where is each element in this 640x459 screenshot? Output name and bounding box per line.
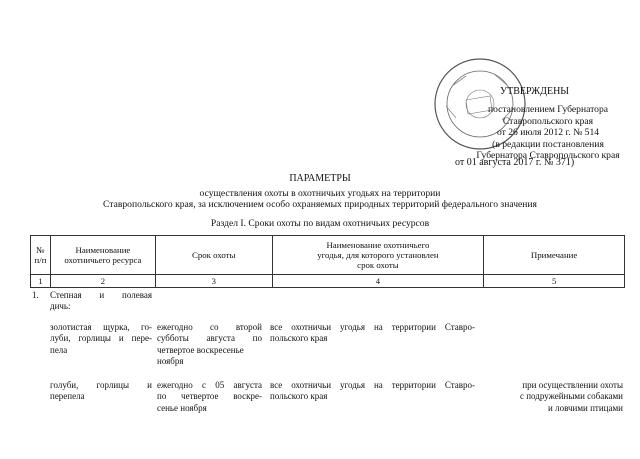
column-number: 2: [50, 275, 155, 288]
cell-line: и ловчими птицами: [548, 402, 623, 413]
header-text: охотничьего ресурса: [64, 255, 142, 265]
cell-line: голуби, горлицы и: [50, 380, 152, 390]
row-land: [270, 322, 475, 345]
row-resource: [50, 380, 152, 403]
cell-line: перепела: [50, 391, 85, 402]
row-period: [157, 322, 262, 368]
row-note: [483, 380, 623, 414]
header-num: [31, 236, 51, 275]
cell-line: дичь:: [50, 301, 71, 312]
approval-title: УТВЕРЖДЕНЫ: [500, 86, 570, 97]
cell-line: золотистая щурка, го-: [50, 322, 152, 332]
header-text: срок охоты: [357, 260, 399, 270]
row-period: [157, 380, 262, 414]
header-text: Наименование: [75, 245, 131, 255]
column-number: 3: [155, 275, 272, 288]
document-subtitle-line2: Ставропольского края, за исключением особо охраняемых природных территорий федерального значения: [103, 199, 537, 210]
header-period: Срок охоты: [155, 236, 272, 275]
row-resource: [50, 322, 152, 356]
column-number: 4: [272, 275, 484, 288]
cell-line: субботы августа по: [157, 333, 262, 344]
cell-line: четвертое воскресенье: [157, 344, 244, 355]
header-note: Примечание: [484, 236, 625, 275]
column-number: 5: [484, 275, 625, 288]
approval-line: (в редакции постановления: [492, 138, 604, 150]
header-text: №: [36, 245, 45, 255]
approval-date: от 01 августа 2017 г. № 371): [455, 157, 575, 168]
section-heading: Раздел I. Сроки охоты по видам охотничьих ресурсов: [210, 218, 430, 229]
cell-line: пела: [50, 344, 68, 355]
cell-line: все охотничьи угодья на территории Ставро-: [270, 322, 475, 332]
cell-line: сенье ноября: [157, 402, 207, 413]
approval-line: от 26 июля 2012 г. № 514: [496, 127, 600, 138]
header-text: Наименование охотничьего: [326, 240, 430, 250]
cell-line: ежегодно с 05 августа: [157, 380, 262, 390]
row-number: 1.: [32, 290, 39, 300]
approval-line: Губернатора Ставропольского края: [476, 150, 620, 161]
approval-line: постановлением Губернатора: [487, 104, 609, 115]
cell-line: с подружейными собаками: [520, 391, 623, 402]
cell-line: ноября: [157, 356, 184, 367]
cell-line: при осуществлении охоты: [522, 380, 623, 390]
cell-line: луби, горлицы и пере-: [50, 333, 152, 344]
approval-line: Ставропольского края: [502, 115, 594, 127]
column-number-row: [31, 275, 625, 288]
column-number: 1: [31, 275, 51, 288]
cell-line: все охотничьи угодья на территории Ставро-: [270, 380, 475, 390]
row-resource-group: [50, 290, 152, 313]
header-land: [272, 236, 484, 275]
cell-line: польского края: [270, 333, 328, 344]
header-resource: [50, 236, 155, 275]
document-subtitle-line1: осуществления охоты в охотничьих угодьях на территории: [199, 188, 441, 199]
approval-block: [463, 104, 633, 162]
parameters-table: [30, 235, 625, 288]
header-text: угодья, для которого установлен: [317, 250, 439, 260]
cell-line: польского края: [270, 391, 328, 402]
header-text: п/п: [34, 255, 47, 265]
row-land: [270, 380, 475, 403]
cell-line: Степная и полевая: [50, 290, 152, 300]
table-header-row: [31, 236, 625, 275]
cell-line: по четвертое воскре-: [157, 391, 262, 402]
cell-line: ежегодно со второй: [157, 322, 262, 332]
document-title: ПАРАМЕТРЫ: [289, 173, 351, 184]
